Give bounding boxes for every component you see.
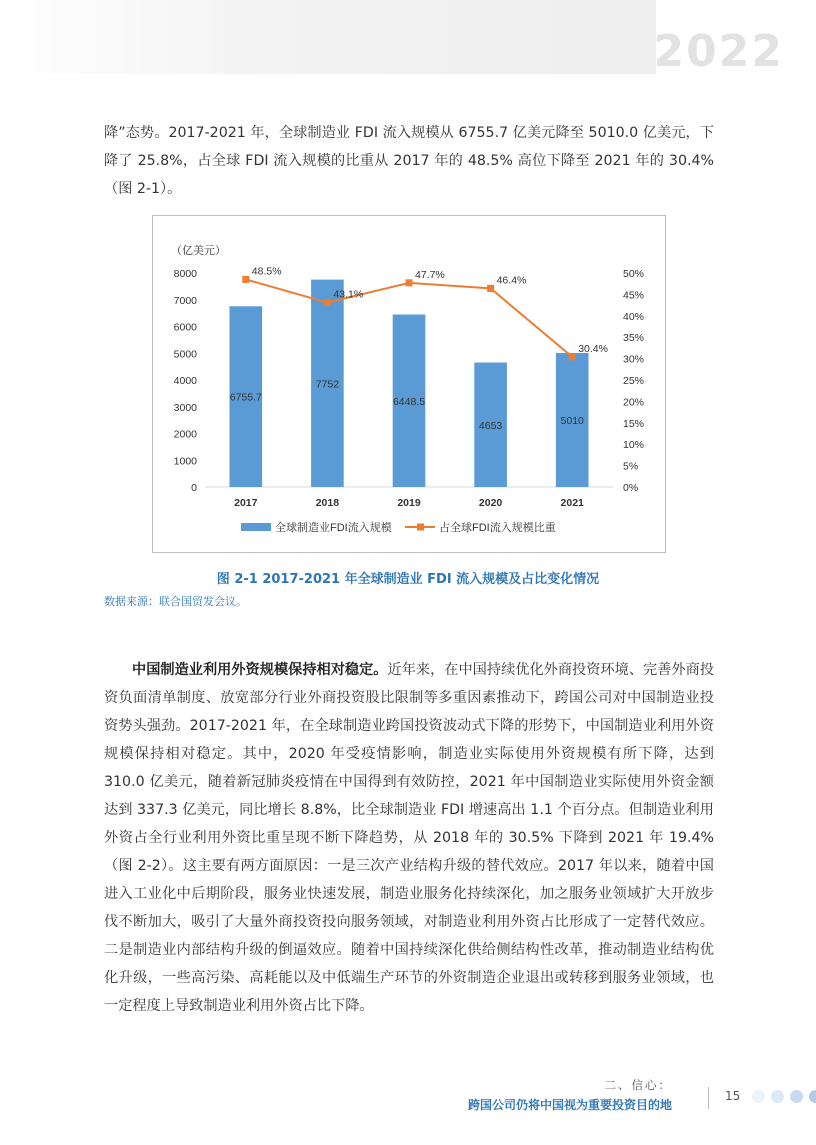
fdi-chart <box>153 216 665 552</box>
header-band <box>0 0 656 74</box>
right-tick-label: 50% <box>623 268 645 280</box>
figure-source: 数据来源：联合国贸发会议。 <box>104 595 247 608</box>
paragraph-main <box>104 656 714 1020</box>
left-tick-label: 4000 <box>173 375 197 387</box>
chart-figure <box>152 215 666 553</box>
left-tick-label: 6000 <box>173 321 197 334</box>
footer-dot <box>752 1090 765 1103</box>
bar-value-label: 7752 <box>315 378 340 391</box>
figure-caption: 图 2-1 2017-2021 年全球制造业 FDI 流入规模及占比变化情况 <box>216 572 600 587</box>
right-tick-label: 40% <box>623 310 645 323</box>
ratio-value-label: 30.4% <box>578 342 608 355</box>
legend-bar-label: 全球制造业FDI流入规模 <box>275 522 392 534</box>
x-tick-label: 2020 <box>478 497 503 509</box>
x-tick-label: 2017 <box>234 497 258 509</box>
left-tick-label: 1000 <box>173 455 197 468</box>
right-tick-label: 10% <box>623 439 645 452</box>
ratio-value-label: 47.7% <box>415 268 445 281</box>
left-tick-label: 2000 <box>173 428 197 441</box>
page-number: 15 <box>725 1089 741 1103</box>
right-tick-label: 30% <box>623 353 645 366</box>
bar-value-label: 4653 <box>478 419 503 432</box>
ratio-value-label: 46.4% <box>496 274 527 287</box>
footer-dot <box>790 1090 803 1103</box>
footer-section-label: 二、信心： <box>604 1078 672 1092</box>
footer-section-title: 跨国公司仍将中国视为重要投资目的地 <box>467 1098 672 1112</box>
ratio-value-label: 48.5% <box>251 265 282 278</box>
left-tick-label: 8000 <box>173 268 197 280</box>
bar-value-label: 6755.7 <box>229 391 262 404</box>
x-tick-label: 2021 <box>560 497 584 509</box>
ratio-marker <box>487 285 494 292</box>
right-tick-label: 5% <box>623 460 639 473</box>
ratio-marker <box>406 279 413 286</box>
x-tick-label: 2019 <box>397 497 421 509</box>
footer-dot <box>809 1090 816 1103</box>
left-tick-label: 5000 <box>173 348 197 361</box>
right-tick-label: 15% <box>623 417 645 430</box>
y-axis-unit: （亿美元） <box>171 245 226 257</box>
left-tick-label: 3000 <box>173 401 197 414</box>
left-tick-label: 0 <box>191 482 197 494</box>
right-tick-label: 35% <box>623 332 645 345</box>
paragraph-intro: 降”态势。2017-2021 年，全球制造业 FDI 流入规模从 6755.7 亿美元降至 5010.0 亿美元，下降了 25.8%，占全球 FDI 流入规模的比重从 2017 年的 48.5% 高位下降至 2021 年的 30.4%（图 2-1）。 <box>104 125 714 197</box>
x-tick-label: 2018 <box>315 497 340 509</box>
legend-line-marker <box>417 524 424 531</box>
legend-bar-swatch <box>241 523 271 531</box>
bar-value-label: 5010 <box>560 414 584 427</box>
legend-line-label: 占全球FDI流入规模比重 <box>439 522 556 534</box>
right-tick-label: 25% <box>623 375 645 387</box>
bar-value-label: 6448.5 <box>392 395 426 408</box>
left-tick-label: 7000 <box>173 294 197 307</box>
ratio-marker <box>324 299 331 306</box>
footer-divider <box>708 1087 709 1109</box>
right-tick-label: 45% <box>623 289 645 302</box>
ratio-marker <box>242 276 249 283</box>
ratio-marker <box>569 353 576 360</box>
footer-dot <box>771 1090 784 1103</box>
paragraph-body: 近年来，在中国持续优化外商投资环境、完善外商投资负面清单制度、放宽部分行业外商投资股比限制等多重因素推动下，跨国公司对中国制造业投资势头强劲。2017-2021 年，在全球制造业跨国投资波动式下降的形势下，中国制造业利用外资规模保持相对稳定。其中，2020 年受疫情影响，制造业实际使用外资规模有所下降，达到 310.0 亿美元，随着新冠肺炎疫情在中国得到有效防控，2021 年中国制造业实际使用外资金额达到 337.3 亿美元，同比增长 8.8%，比全球制造业 FDI 增速高出 1.1 个百分点。但制造业利用外资占全行业利用外资比重呈现不断下降趋势，从 2018 年的 30.5% 下降到 2021 年 19.4%（图 2-2）。这主要有两方面原因：一是三次产业结构升级的替代效应。2017 年以来，随着中国进入工业化中后期阶段，服务业快速发展，制造业服务化持续深化，加之服务业领域扩大开放步伐不断加大，吸引了大量外商投资投向服务领域，对制造业利用外资占比形成了一定替代效应。二是制造业内部结构升级的倒逼效应。随着中国持续深化供给侧结构性改革，推动制造业结构优化升级，一些高污染、高耗能以及中低端生产环节的外资制造企业退出或转移到服务业领域，也一定程度上导致制造业利用外资占比下降。 <box>104 662 714 1014</box>
year-logo: 2022 <box>653 26 784 77</box>
right-tick-label: 0% <box>623 482 639 494</box>
paragraph-lead: 中国制造业利用外资规模保持相对稳定。 <box>132 662 388 678</box>
ratio-value-label: 43.1% <box>333 288 364 301</box>
right-tick-label: 20% <box>623 396 645 409</box>
